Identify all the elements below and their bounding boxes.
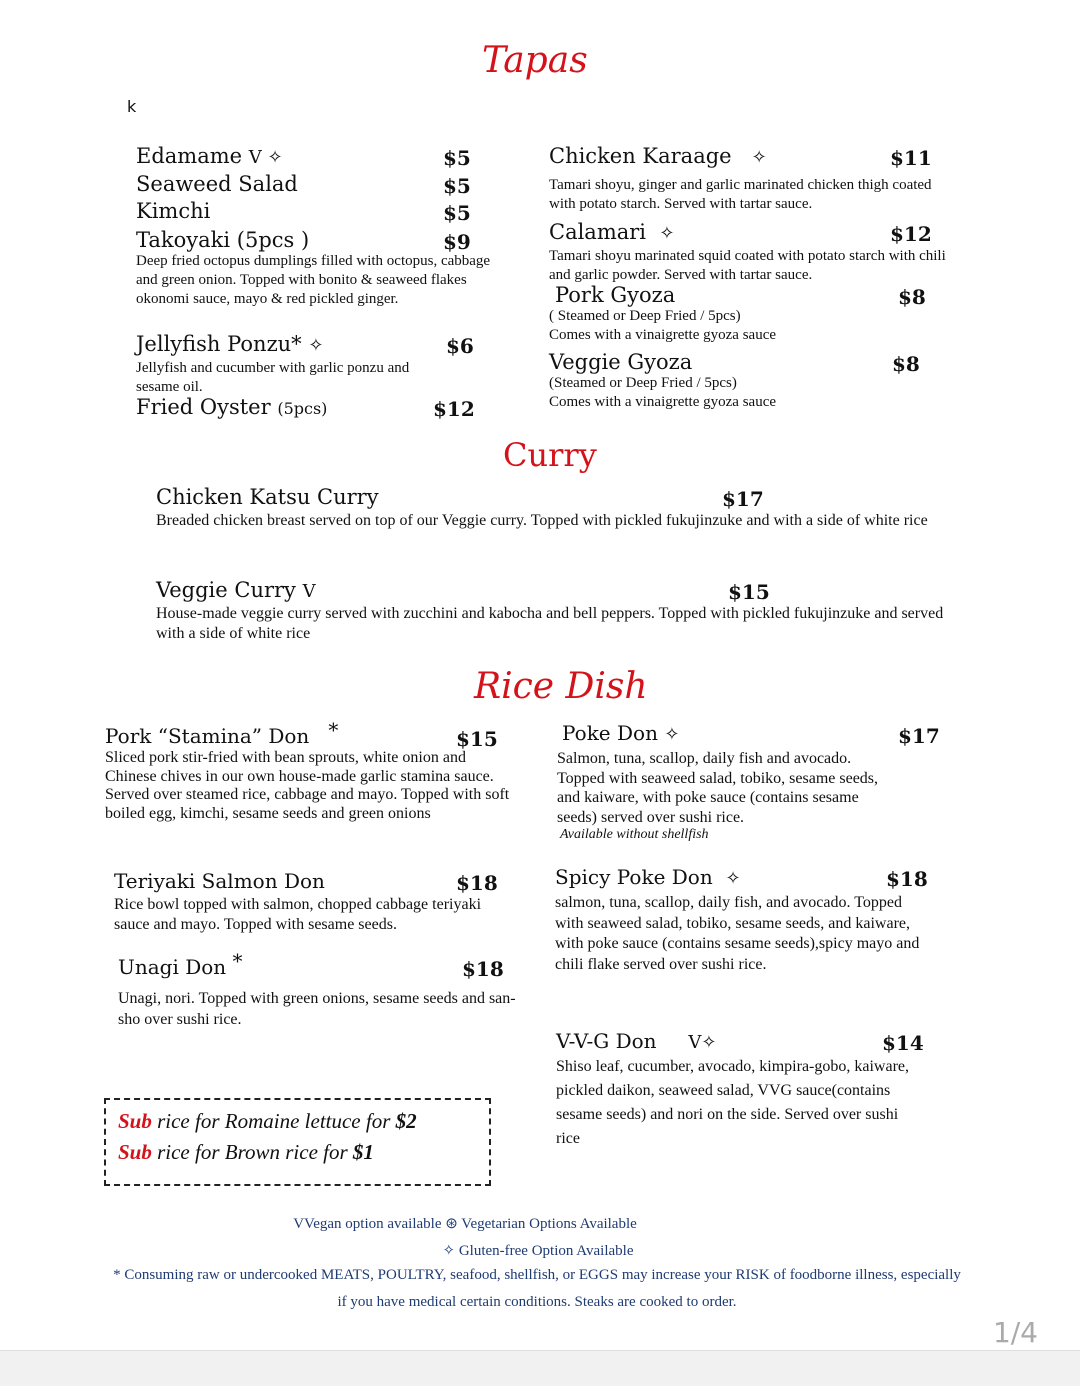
menu-item-chicken-karaage: Chicken Karaage ✧ [549, 144, 767, 168]
menu-item-veggie-gyoza: Veggie Gyoza [549, 350, 693, 374]
menu-item-jellyfish-ponzu: Jellyfish Ponzu* ✧ [136, 332, 324, 356]
price-spicy-poke-don: $18 [886, 867, 928, 891]
desc-unagi-don: Unagi, nori. Topped with green onions, sesame seeds and san-sho over sushi rice. [118, 990, 516, 1028]
price-veggie-curry: $15 [728, 580, 770, 604]
desc-poke-don: Salmon, tuna, scallop, daily fish and avocado. Topped with seaweed salad, tobiko, sesame seeds, and kaiware, with poke sauce (contains sesame seeds) served over sushi rice. [557, 750, 879, 826]
menu-item-fried-oyster: Fried Oyster (5pcs) [136, 395, 328, 419]
desc-veggie-gyoza: Comes with a vinaigrette gyoza sauce [549, 394, 777, 410]
menu-item-teriyaki-salmon-don: Teriyaki Salmon Don [114, 869, 325, 893]
price-pork-gyoza: $8 [898, 285, 926, 309]
sub-pork-gyoza: ( Steamed or Deep Fried / 5pcs) [549, 308, 741, 324]
section-title-rice-dish: Rice Dish [474, 666, 648, 707]
menu-item-edamame: Edamame V ✧ [136, 144, 283, 168]
desc-jellyfish-ponzu: Jellyfish and cucumber with garlic ponzu and sesame oil. [136, 360, 410, 395]
price-vvg-don: $14 [882, 1031, 924, 1055]
menu-item-poke-don: Poke Don ✧ [562, 721, 680, 745]
price-chicken-katsu-curry: $17 [722, 487, 764, 511]
desc-veggie-curry: House-made veggie curry served with zucchini and kabocha and bell peppers. Topped with pickled fukujinzuke and served with a side of white rice [156, 605, 944, 642]
menu-item-seaweed-salad: Seaweed Salad [136, 172, 298, 196]
price-edamame: $5 [443, 146, 471, 170]
desc-spicy-poke-don: salmon, tuna, scallop, daily fish, and avocado. Topped with seaweed salad, tobiko, sesame seeds, and kaiware, with poke sauce (contains sesame seeds),spicy mayo and chili flake served over sushi rice. [555, 894, 920, 973]
legend-vegan-vegetarian: VVegan option available ⊛ Vegetarian Options Available [293, 1216, 637, 1232]
viewer-bottom-bar [0, 1350, 1080, 1386]
section-title-tapas: Tapas [482, 40, 588, 81]
menu-item-pork-stamina-don: Pork “Stamina” Don * [105, 718, 339, 748]
page-indicator: 1/4 [992, 1316, 1038, 1349]
price-teriyaki-salmon-don: $18 [456, 871, 498, 895]
desc-pork-stamina-don: Sliced pork stir-fried with bean sprouts, white onion and Chinese chives in our own house-made garlic stamina sauce. Served over steamed rice, cabbage and mayo. Topped with soft boiled egg, kimchi, sesame seeds and green onions [105, 749, 510, 822]
sub-brown-rice: Sub rice for Brown rice for $1 [118, 1140, 374, 1164]
menu-item-calamari: Calamari ✧ [549, 220, 675, 244]
menu-item-unagi-don: Unagi Don * [118, 949, 243, 979]
price-veggie-gyoza: $8 [892, 352, 920, 376]
price-fried-oyster: $12 [433, 397, 475, 421]
desc-teriyaki-salmon-don: Rice bowl topped with salmon, chopped cabbage teriyaki sauce and mayo. Topped with sesame seeds. [114, 896, 482, 933]
substitution-box [104, 1098, 491, 1186]
price-jellyfish-ponzu: $6 [446, 334, 474, 358]
menu-item-vvg-don: V-V-G Don V✧ [556, 1029, 717, 1053]
price-pork-stamina-don: $15 [456, 727, 498, 751]
desc-chicken-karaage: Tamari shoyu, ginger and garlic marinated chicken thigh coated with potato starch. Served with tartar sauce. [549, 177, 932, 212]
price-calamari: $12 [890, 222, 932, 246]
price-poke-don: $17 [898, 724, 940, 748]
menu-item-spicy-poke-don: Spicy Poke Don ✧ [555, 865, 741, 889]
price-takoyaki: $9 [443, 230, 471, 254]
desc-takoyaki: Deep fried octopus dumplings filled with octopus, cabbage and green onion. Topped with bonito & seaweed flakes okonomi sauce, mayo & red pickled ginger. [136, 253, 491, 307]
sub-romaine: Sub rice for Romaine lettuce for $2 [118, 1109, 417, 1133]
desc-chicken-katsu-curry: Breaded chicken breast served on top of our Veggie curry. Topped with pickled fukujinzuke and with a side of white rice [156, 512, 928, 529]
desc-pork-gyoza: Comes with a vinaigrette gyoza sauce [549, 327, 777, 343]
menu-item-veggie-curry: Veggie Curry V [156, 578, 316, 602]
desc-calamari: Tamari shoyu marinated squid coated with potato starch with chili and garlic powder. Served with tartar sauce. [549, 248, 946, 283]
desc-vvg-don: Shiso leaf, cucumber, avocado, kimpira-gobo, kaiware, pickled daikon, seaweed salad, VVG sauce(contains sesame seeds) and nori on the side. Served over sushi rice [556, 1058, 910, 1147]
stray-character: k [127, 97, 137, 116]
price-kimchi: $5 [443, 201, 471, 225]
menu-item-pork-gyoza: Pork Gyoza [555, 283, 676, 307]
price-unagi-don: $18 [462, 957, 504, 981]
legend-gluten-free: ✧ Gluten-free Option Available [442, 1243, 634, 1259]
legend-raw-warning: * Consuming raw or undercooked MEATS, POULTRY, seafood, shellfish, or EGGS may increase your RISK of foodborne illness, especially [113, 1267, 961, 1283]
note-poke-don: Available without shellfish [560, 827, 709, 842]
menu-item-kimchi: Kimchi [136, 199, 211, 223]
menu-item-takoyaki: Takoyaki (5pcs ) [136, 228, 310, 252]
price-chicken-karaage: $11 [890, 146, 932, 170]
legend-raw-warning-cont: if you have medical certain conditions. Steaks are cooked to order. [337, 1294, 737, 1310]
menu-item-chicken-katsu-curry: Chicken Katsu Curry [156, 485, 379, 509]
section-title-curry: Curry [503, 436, 597, 474]
sub-veggie-gyoza: (Steamed or Deep Fried / 5pcs) [549, 375, 737, 391]
price-seaweed-salad: $5 [443, 174, 471, 198]
